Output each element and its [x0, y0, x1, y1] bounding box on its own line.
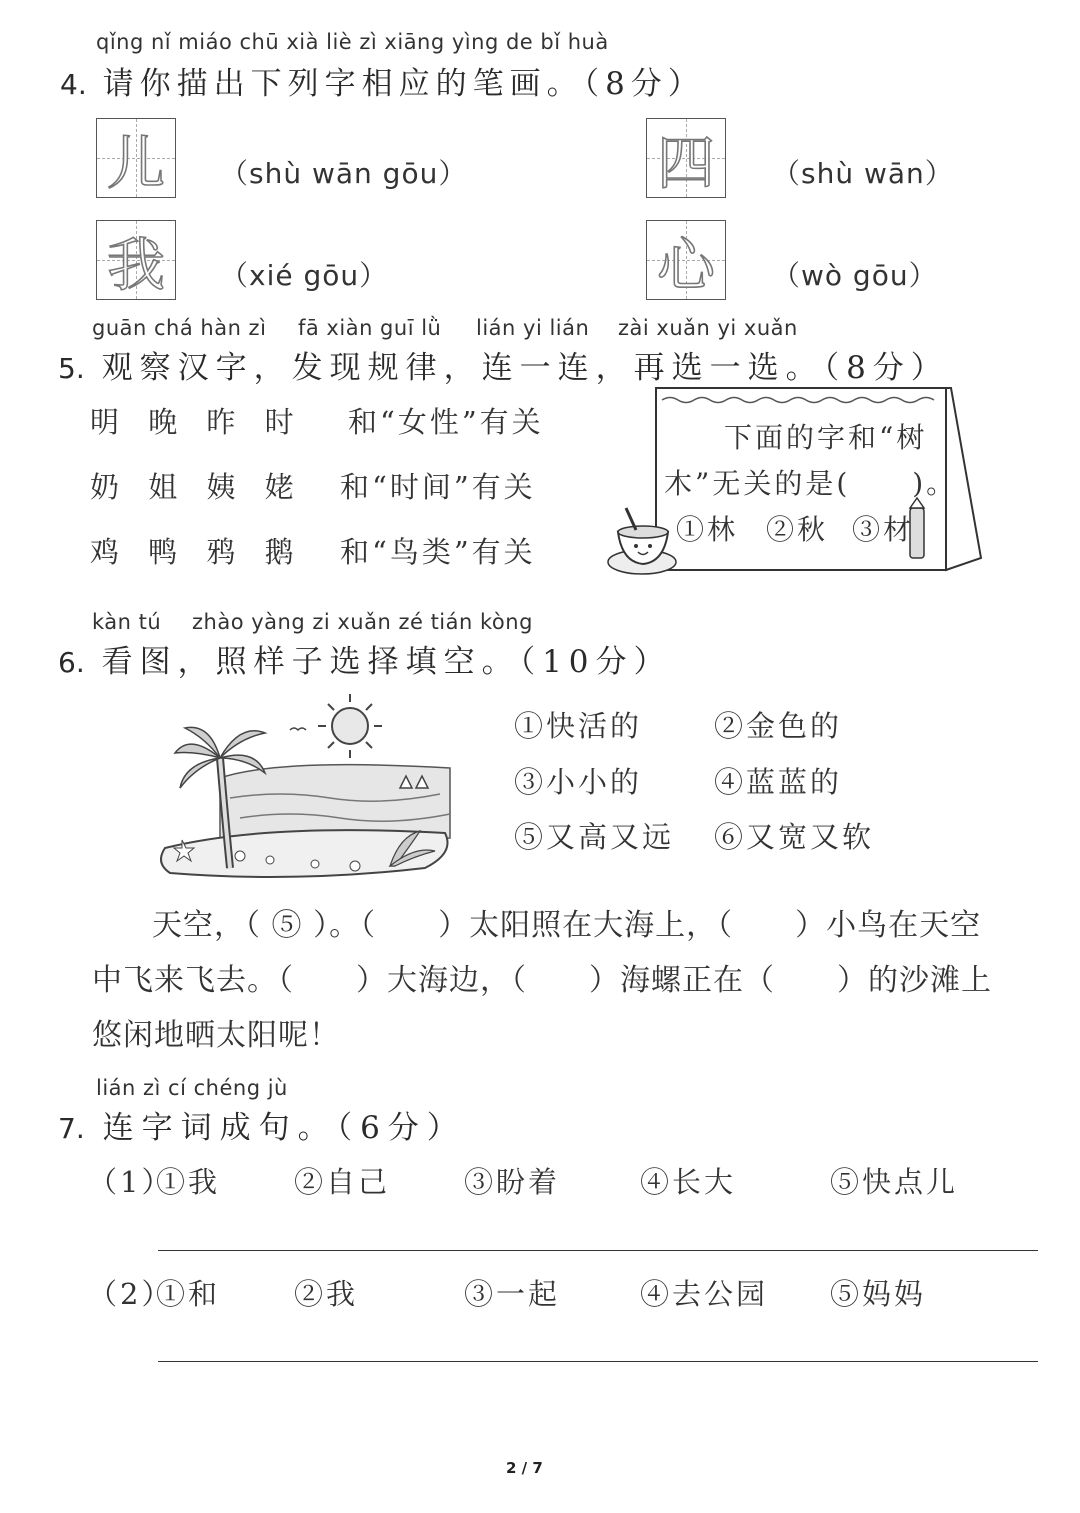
char-box-si[interactable] — [646, 118, 726, 198]
row-label: （2） — [88, 1277, 174, 1311]
card-option[interactable]: ①林 — [676, 513, 739, 546]
q6-number: 6. — [58, 646, 85, 679]
q6-pinyin-2: zhào yàng zi xuǎn zé tián kòng — [192, 610, 533, 634]
page-indicator: 2 / 7 — [506, 1459, 543, 1477]
q7-pinyin: lián zì cí chéng jù — [96, 1076, 288, 1100]
q6-pinyin-1: kàn tú — [92, 610, 162, 634]
answer-line[interactable] — [158, 1361, 1038, 1362]
trace-char: 四 — [656, 129, 715, 197]
word-chip[interactable]: ①我 — [156, 1165, 221, 1199]
word-chip[interactable]: ④长大 — [640, 1165, 737, 1199]
q5-number: 5. — [58, 352, 85, 385]
passage-line: 中飞来飞去。（ ）大海边，（ ）海螺正在（ ）的沙滩上 — [92, 963, 992, 998]
word-chip[interactable]: ④去公园 — [640, 1277, 769, 1311]
answer-line[interactable] — [158, 1250, 1038, 1251]
stroke-answer: （shù wān gōu） — [220, 157, 468, 190]
q7-number: 7. — [58, 1112, 85, 1145]
word-chip[interactable]: ③一起 — [464, 1277, 561, 1311]
trace-char: 我 — [106, 231, 165, 299]
q7-score: （6分） — [336, 1110, 466, 1146]
q6-title — [58, 636, 672, 681]
char-box-er[interactable] — [96, 118, 176, 198]
q5-pinyin-1: guān chá hàn zì — [92, 316, 267, 340]
char-box-wo[interactable] — [96, 220, 176, 300]
word-chip[interactable]: ②我 — [294, 1277, 359, 1311]
q6-title-text: 看图，照样子选择填空。 — [101, 644, 520, 680]
trace-char: 心 — [656, 231, 715, 299]
fill-option[interactable]: ③小小的 — [514, 765, 643, 799]
q5-title-text: 观察汉字，发现规律，连一连，再选一选。 — [101, 350, 824, 386]
q4-number: 4. — [60, 68, 87, 101]
word-chip[interactable]: ③盼着 — [464, 1165, 561, 1199]
q4-title — [60, 58, 705, 103]
q5-pinyin-4: zài xuǎn yi xuǎn — [618, 316, 798, 340]
char-group[interactable]: 鸡 鸭 鸦 鹅 — [90, 535, 304, 569]
card-line-1: 下面的字和“树 — [724, 421, 928, 454]
card-line-2: 木”无关的是( )。 — [664, 467, 958, 500]
char-group[interactable]: 奶 姐 姨 姥 — [90, 470, 304, 504]
q4-pinyin: qǐng nǐ miáo chū xià liè zì xiāng yìng de bǐ huà — [96, 30, 609, 54]
fill-option[interactable]: ⑤又高又远 — [514, 820, 675, 854]
q7-title-text: 连字词成句。 — [102, 1110, 337, 1146]
char-group[interactable]: 明 晚 昨 时 — [90, 405, 304, 439]
category-label[interactable]: 和“时间”有关 — [340, 470, 536, 504]
q7-title — [58, 1102, 466, 1147]
trace-char: 儿 — [106, 129, 165, 197]
word-chip[interactable]: ⑤快点儿 — [830, 1165, 959, 1199]
stroke-answer: （shù wān） — [772, 157, 954, 190]
q5-score: （8分） — [823, 350, 949, 386]
char-box-xin[interactable] — [646, 220, 726, 300]
beach-illustration — [160, 688, 455, 883]
fill-option[interactable]: ⑥又宽又软 — [714, 820, 875, 854]
category-label[interactable]: 和“鸟类”有关 — [340, 535, 536, 569]
fill-option[interactable]: ①快活的 — [514, 709, 643, 743]
fill-option[interactable]: ②金色的 — [714, 709, 843, 743]
category-label[interactable]: 和“女性”有关 — [348, 405, 544, 439]
passage-line: 悠闲地晒太阳呢！ — [92, 1018, 340, 1053]
fill-option[interactable]: ④蓝蓝的 — [714, 765, 843, 799]
q5-pinyin-3: lián yi lián — [476, 316, 590, 340]
word-chip[interactable]: ⑤妈妈 — [830, 1277, 927, 1311]
word-chip[interactable]: ①和 — [156, 1277, 221, 1311]
q6-score: （10分） — [519, 644, 672, 680]
q5-pinyin-2: fā xiàn guī lǜ — [298, 316, 442, 340]
word-chip[interactable]: ②自己 — [294, 1165, 391, 1199]
card-option[interactable]: ③材 — [852, 513, 915, 546]
passage-line: 天空，（ ⑤ ）。（ ）太阳照在大海上，（ ）小鸟在天空 — [152, 908, 982, 943]
row-label: （1） — [88, 1165, 174, 1199]
q4-title-text: 请你描出下列字相应的笔画。 — [102, 66, 584, 102]
card-option[interactable]: ②秋 — [766, 513, 829, 546]
q4-score: （8分） — [583, 66, 705, 102]
stroke-answer: （wò gōu） — [772, 259, 938, 292]
stroke-answer: （xié gōu） — [220, 259, 389, 292]
